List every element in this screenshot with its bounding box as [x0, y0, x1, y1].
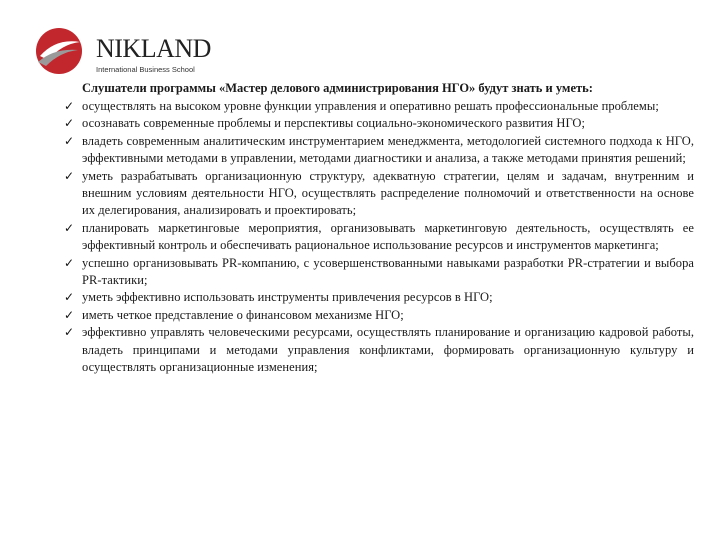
check-icon: ✓	[64, 116, 75, 131]
list-item	[64, 255, 694, 290]
list-item-text: уметь эффективно использовать инструменты привлечения ресурсов в НГО;	[82, 290, 493, 305]
list-item-text: уметь разрабатывать организационную структуру, адекватную стратегии, целям и задачам, внутренним и внешним условиям деятельности НГО, осуществлять распределение полномочий и ответственности на основе их делегирования, анализировать и проектировать;	[82, 168, 694, 218]
nikland-logo	[30, 24, 211, 84]
check-icon: ✓	[64, 168, 75, 183]
list-item	[64, 324, 694, 376]
list-item-text: планировать маркетинговые мероприятия, организовывать маркетинговую деятельность, осуществлять ее эффективный контроль и обеспечивать рациональное использование ресурсов и инструментов маркетинга;	[82, 220, 694, 253]
check-icon: ✓	[64, 99, 75, 113]
check-icon: ✓	[64, 307, 75, 322]
list-item	[64, 115, 694, 132]
check-icon: ✓	[64, 325, 75, 340]
list-item-text: успешно организовывать PR-компанию, с усовершенствованными навыками разработки PR-стратегии и выбора PR-тактики;	[82, 255, 694, 288]
list-item	[64, 133, 694, 168]
skills-list	[64, 98, 694, 377]
check-icon: ✓	[64, 290, 75, 305]
list-item	[64, 98, 694, 115]
list-item	[64, 289, 694, 306]
check-icon: ✓	[64, 133, 75, 148]
list-item	[64, 307, 694, 324]
list-item	[64, 220, 694, 255]
logo-subtitle: International Business School	[96, 65, 195, 74]
heading: Слушатели программы «Мастер делового администрирования НГО» будут знать и уметь:	[82, 81, 593, 95]
list-item-text: осознавать современные проблемы и перспективы социально-экономического развития НГО;	[82, 116, 586, 131]
nikland-logo-mark-icon	[34, 26, 84, 76]
logo-name: NIKLAND	[96, 34, 211, 63]
check-icon: ✓	[64, 220, 75, 235]
list-item	[64, 168, 694, 220]
list-item-text: иметь четкое представление о финансовом механизме НГО;	[82, 307, 404, 322]
check-icon: ✓	[64, 255, 75, 270]
list-item-text: эффективно управлять человеческими ресурсами, осуществлять планирование и организацию кадровой работы, владеть принципами и методами управления конфликтами, формировать организационную культуру и осуществлять организационные изменения;	[82, 325, 694, 375]
list-item-text: осуществлять на высоком уровне функции управления и оперативно решать профессиональные проблемы;	[82, 99, 659, 113]
list-item-text: владеть современным аналитическим инструментарием менеджмента, методологией системного подхода к НГО, эффективными методами в управлении, методами диагностики и анализа, а также методами принятия решений;	[82, 133, 694, 166]
